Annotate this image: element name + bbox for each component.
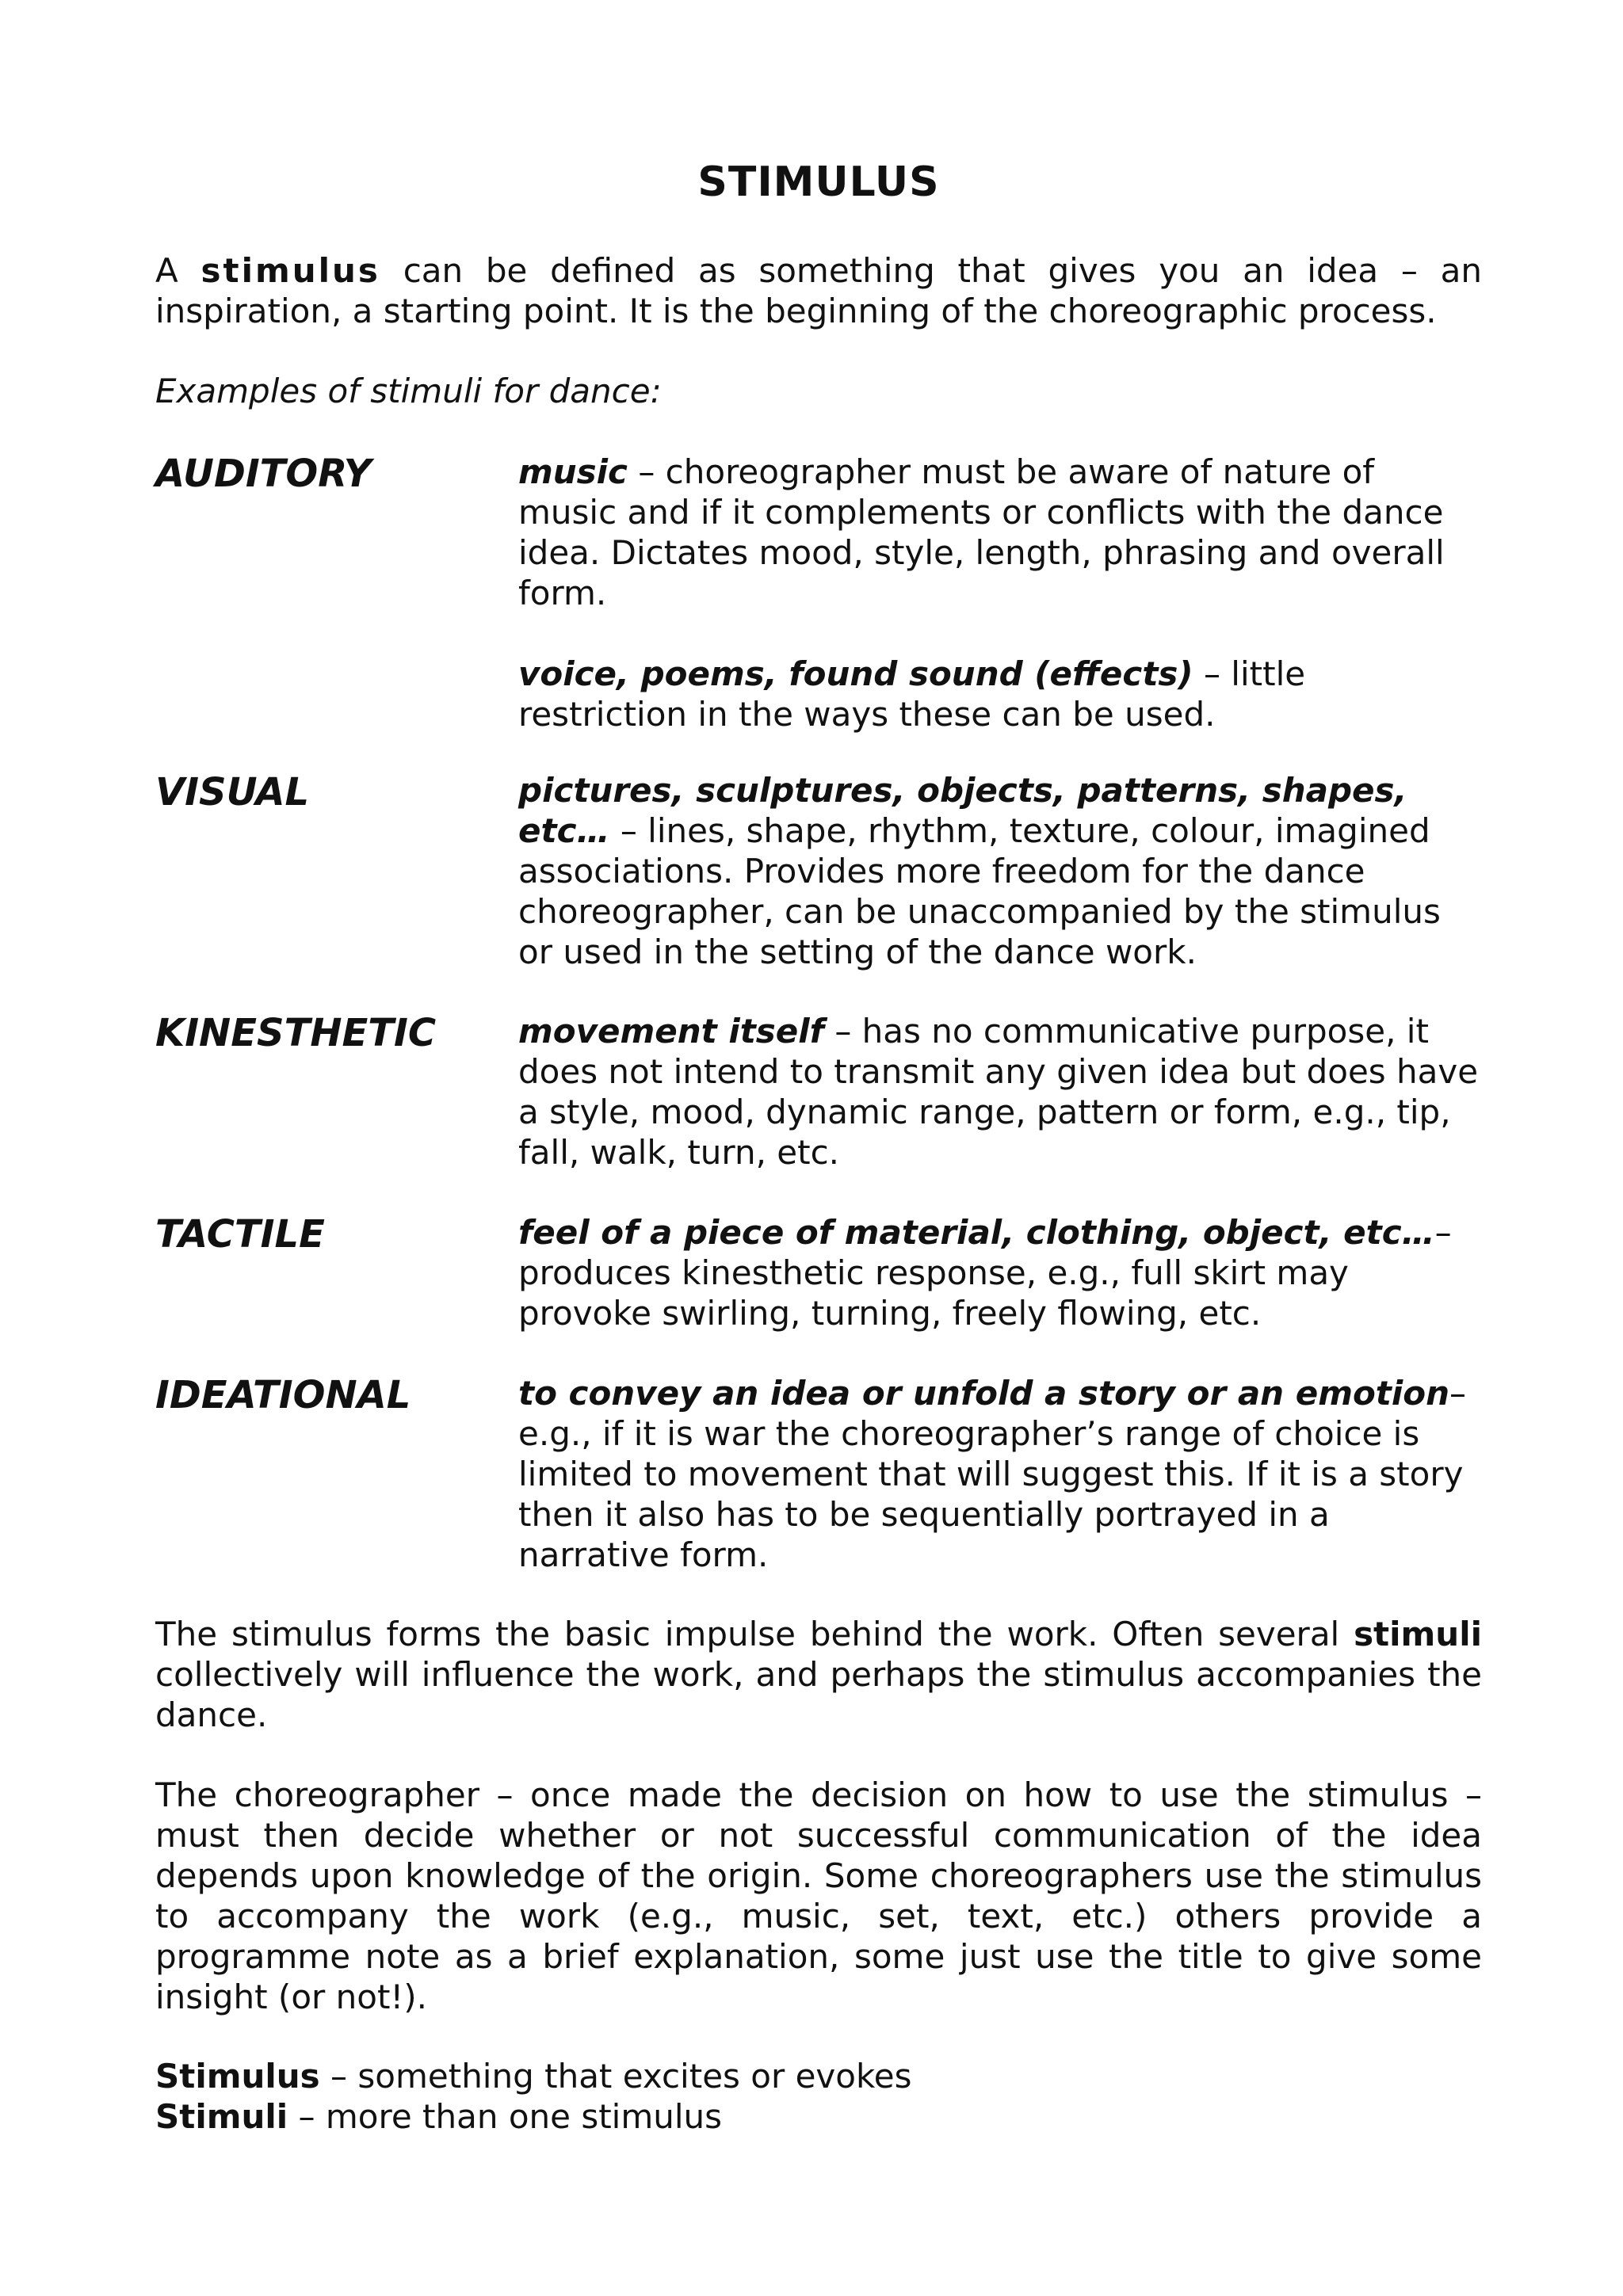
entry-text: – e.g., if it is war the choreographer’s range of choice is limited to movement that will suggest this. If it is a story then it also has to be sequentially portrayed in a narrative form. — [518, 1374, 1467, 1574]
definition-term: Stimuli — [155, 2097, 288, 2136]
entry-heading: to convey an idea or unfold a story or an emotion — [518, 1374, 1450, 1413]
category-name: AUDITORY — [155, 452, 372, 496]
choreographer-paragraph: The choreographer – once made the decision on how to use the stimulus – must then decide whether or not successful communication of the idea depends upon knowledge of the origin. Some choreographers use the stimulus to accompany the work (e.g., music, set, text, etc.) others provide a programme note as a brief explanation, some just use the title to give some insight (or not!). — [155, 1775, 1482, 2016]
category-entry — [518, 452, 1482, 613]
category-entry — [518, 1011, 1482, 1173]
category-description — [518, 1373, 1482, 1575]
intro-text-post: can be defined as something that gives you an idea – an inspiration, a starting point. It is the beginning of the choreographic process. — [155, 251, 1483, 330]
basic-impulse-paragraph — [155, 1614, 1482, 1735]
definition-item — [155, 2096, 1482, 2137]
basic-keyword: stimuli — [1354, 1615, 1482, 1653]
category-entry — [518, 1373, 1482, 1575]
basic-text-post: collectively will influence the work, and perhaps the stimulus accompanies the dance. — [155, 1655, 1482, 1734]
entry-heading: movement itself — [518, 1012, 824, 1051]
category-name: VISUAL — [155, 770, 310, 814]
intro-paragraph — [155, 250, 1482, 331]
entry-text: – little restriction in the ways these can be used. — [518, 654, 1306, 734]
entry-heading: music — [518, 452, 628, 491]
entry-heading: voice, poems, found sound (effects) — [518, 654, 1193, 693]
definition-text: – more than one stimulus — [288, 2097, 723, 2136]
definition-text: – something that excites or evokes — [319, 2057, 912, 2096]
definition-term: Stimulus — [155, 2057, 320, 2096]
entry-heading: pictures, sculptures, objects, patterns, shapes, etc… — [518, 771, 1407, 850]
category-entry — [518, 770, 1482, 972]
entry-text: – produces kinesthetic response, e.g., full skirt may provoke swirling, turning, freely flowing, etc. — [518, 1213, 1452, 1333]
intro-text-pre: A — [155, 251, 201, 290]
definition-item — [155, 2056, 1482, 2096]
category-entry — [518, 1212, 1482, 1333]
category-description — [518, 1212, 1482, 1333]
entry-heading: feel of a piece of material, clothing, object, etc… — [518, 1213, 1435, 1252]
entry-text: – lines, shape, rhythm, texture, colour, imagined associations. Provides more freedom for the dance choreographer, can be unaccompanied by the stimulus or used in the setting of the dance work. — [518, 811, 1441, 971]
category-name: KINESTHETIC — [155, 1011, 437, 1055]
entry-text: – choreographer must be aware of nature of music and if it complements or conflicts with the dance idea. Dictates mood, style, length, phrasing and overall form. — [518, 452, 1445, 612]
category-entry — [518, 654, 1482, 734]
category-description — [518, 770, 1482, 972]
category-name: IDEATIONAL — [155, 1373, 411, 1417]
basic-text-pre: The stimulus forms the basic impulse behind the work. Often several — [155, 1615, 1354, 1653]
page-title: STIMULUS — [697, 158, 940, 206]
definitions — [155, 2056, 1482, 2137]
entry-text: – has no communicative purpose, it does not intend to transmit any given idea but does have a style, mood, dynamic range, pattern or form, e.g., tip, fall, walk, turn, etc. — [518, 1012, 1479, 1172]
category-description — [518, 1011, 1482, 1173]
category-description — [518, 452, 1482, 734]
examples-label: Examples of stimuli for dance: — [155, 372, 662, 410]
intro-keyword: stimulus — [200, 251, 380, 290]
category-name: TACTILE — [155, 1212, 325, 1257]
